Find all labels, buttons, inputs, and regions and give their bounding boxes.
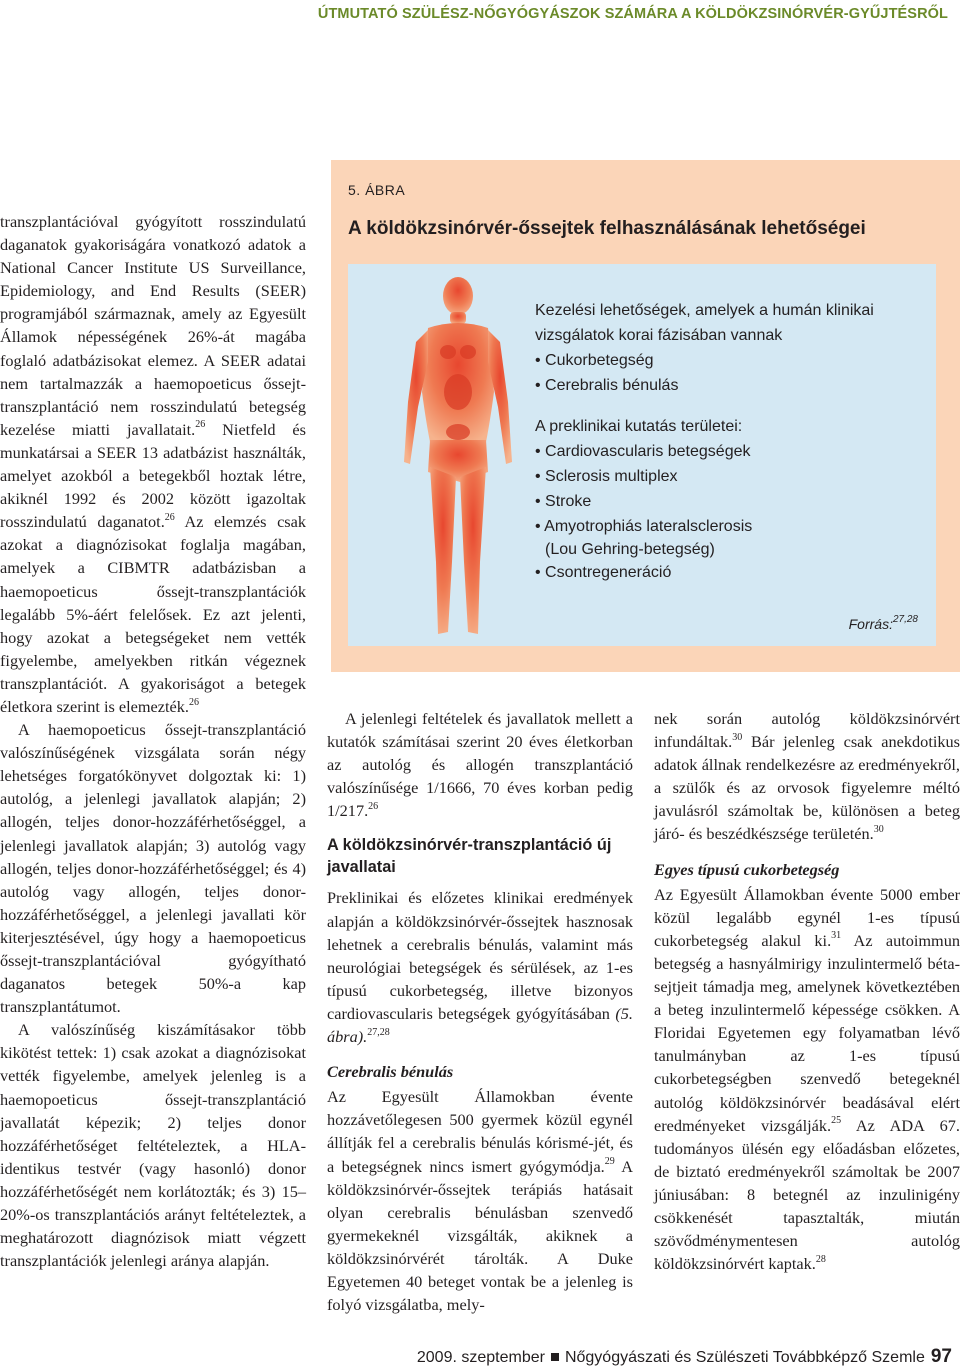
preclinical-item: • Stroke — [535, 493, 592, 510]
clinical-item: • Cerebralis bénulás — [535, 377, 679, 394]
paragraph: A jelenlegi feltételek és javallatok mellett a kutatók számításai szerint 20 éves életkorban az autológ és allogén transzplantáció valószínűsége 1/1666, 70 éves korban pedig 1/217.26 — [327, 709, 633, 821]
paragraph: A haemopoeticus őssejt-transzplantáció valószínűségének vizsgálata során négy lehetséges forgatókönyvet dolgoztak ki: 1) autológ, a jelenlegi javallatok alapján; 2) allogén, teljes donor-hozzáférhetőséggel, a jelenlegi javallatok alapján; 3) autológ vagy allogén, teljes donor-hozzáférhetőséggel; és 4) autológ vagy allogén, teljes donor-hozzáférhetőséggel, a jelenlegi javallati kör kiterjesztésével, úgy hogy a haemopoeticus őssejt-transzplantációval gyógyítható daganatos betegek 50%-a kap transzplantátumot. — [0, 720, 306, 1017]
figure-title: A köldökzsinórvér-őssejtek felhasználásának lehetőségei — [348, 218, 866, 239]
reference: 26 — [368, 800, 379, 812]
reference: 31 — [831, 930, 842, 942]
paragraph: nek során autológ köldökzsinórvért infundáltak.$^{30}$ Bár jelenleg csak anekdotikus adatok állnak rendelkezésre az eredményekről, a szülők és az orvosok figyelemre méltó javulásról számoltak be, különösen a beteg járó- és beszédkészsége területén.$^{30}$ — [654, 709, 960, 844]
paragraph: Preklinikai és előzetes klinikai eredmények alapján a köldökzsinórvér-őssejtek hasznosak lehetnek a cerebralis bénulás, valamint más neurológiai betegségek és sérülések, az 1-es típusú cukorbetegség, illetve bizonyos cardiovascularis betegségek gyógyításában (5. ábra).$^{27,28}$ — [327, 888, 633, 1047]
reference: 30 — [873, 824, 884, 836]
figure-text — [535, 298, 927, 585]
figure-label: 5. ÁBRA — [348, 182, 406, 198]
column-3 — [654, 707, 960, 1275]
preclinical-item: • Csontregeneráció — [535, 564, 672, 581]
running-head: ÚTMUTATÓ SZÜLÉSZ-NŐGYÓGYÁSZOK SZÁMÁRA A KÖLDÖKZSINÓRVÉR-GYŰJTÉSRŐL — [317, 6, 948, 22]
reference: 27,28 — [367, 1026, 390, 1038]
reference: 29 — [604, 1156, 615, 1168]
figure-reference: (5. ábra). — [327, 1003, 633, 1047]
section-heading: Cerebralis bénulás — [327, 1062, 454, 1082]
reference: 27,28 — [892, 614, 918, 626]
page-number: 97 — [930, 1346, 952, 1367]
preclinical-item: • Cardiovascularis betegségek — [535, 443, 751, 460]
footer — [417, 1346, 952, 1368]
square-separator-icon — [551, 1353, 559, 1361]
figure-5 — [331, 160, 960, 672]
footer-date: 2009. szeptember — [416, 1349, 545, 1366]
preclinical-item: • Amyotrophiás lateralsclerosis — [535, 518, 753, 535]
paragraph: transzplantációval gyógyított rosszindulatú daganatok gyakoriságára vonatkozó adatok a National Cancer Institute US Surveillance, Epidemiology, and End Results (SEER) programjából származnak, amely az Egyesült Államok népességének 26%-át magába foglaló adatbázisokat elemez. A SEER adatai nem tartalmazzák a haemopoeticus őssejt-transzplantáció nem rosszindulatú betegség kezelése miatti javallatait.$^{26}$ Nietfeld és munkatársai a SEER 13 adatbázist használták, amelyet azokból a betegekből hoztak létre, akiknél 1992 és 2002 között igazoltak rosszindulatú daganatot.$^{26}$ Az elemzés csak azokat a diagnózisokat foglalja magában, amelyek a CIBMTR adatbázisban a haemopoeticus őssejt-transzplantációk legalább 5%-áért felelősek. Ez azt jelenti, hogy azokat a betegségeket nem vették figyelembe, amelyekben ritkán végeznek transzplantációt. A gyakoriságot a betegek életkora szerint is elemezték.$^{26}$ — [0, 212, 307, 716]
clinical-item: • Cukorbetegség — [535, 352, 654, 369]
paragraph: A valószínűség kiszámításakor több kikötést tettek: 1) csak azokat a diagnózisokat vették figyelembe, amelyek jelenleg is a haemopoeticus őssejt-transzplantáció javallatát képezik; 2) teljes donor hozzáférhetőséget feltételeztek, a HLA-identikus testvér (vagy hasonló) donor hozzáférhetőségét nem korlátozták; és 3) 15–20%-os transzplantációs arányt feltételeztek, a meghatározott diagnózisok miatt végzett transzplantációk jelenlegi aránya alapján. — [0, 1020, 306, 1271]
section-heading: Egyes típusú cukorbetegség — [654, 859, 840, 879]
reference: 25 — [831, 1115, 842, 1127]
preclinical-item-sub: (Lou Gehring-betegség) — [545, 541, 715, 558]
paragraph: Az Egyesült Államokban évente hozzávetőlegesen 500 gyermek közül egynél állítják fel a cerebralis bénulás kórismé-jét, és a betegségnek nincs ismert gyógymódja.$^{29}$ A köldökzsinórvér-őssejtek terápiás hatásait olyan cerebralis bénulásban szenvedő gyermekeknél vizsgálták, akiknek a köldökzsinórvérét tárolták. A Duke Egyetemen 40 beteget vontak be a jelenleg is folyó vizsgálatba, mely- — [327, 1087, 633, 1315]
preclinical-item: • Sclerosis multiplex — [535, 468, 678, 485]
section-heading: A köldökzsinórvér-transzplantáció új javallatai — [327, 836, 612, 877]
column-2 — [327, 707, 633, 1316]
footer-journal: Nőgyógyászati és Szülészeti Továbbképző Szemle — [564, 1349, 925, 1366]
reference: 28 — [815, 1253, 826, 1265]
paragraph: Az Egyesült Államokban évente 5000 ember közül legalább egynél 1-es típusú cukorbetegség alakul ki.$^{31}$ Az autoimmun betegség a hasnyálmirigy inzulintermelő béta-sejtjeit támadja meg, amelynek következtében a beteg inzulintermelő képessége csökken. A Floridai Egyetemen egy folyamatban lévő tanulmányban az 1-es típusú cukorbetegségben szenvedő betegeknél autológ köldökzsinórvér beadásával elért eredményeket vizsgálják.$^{25}$ Az ADA 67. tudományos ülésén egy előadásban előzetes, de biztató eredményekről számoltak be 2007 júniusában: 8 betegnél az inzulinigény csökkenését tapasztalták, miután szövődménymentesen autológ köldökzsinórvért kaptak.$^{28}$ — [654, 884, 960, 1274]
reference: 26 — [195, 419, 206, 431]
reference: 26 — [164, 511, 175, 523]
figure-source: Forrás:$^{27,28}$ — [848, 614, 918, 632]
figure-panel — [348, 264, 936, 646]
column-1 — [0, 210, 306, 1272]
reference: 30 — [732, 731, 743, 743]
clinical-intro: Kezelési lehetőségek, amelyek a humán klinikai vizsgálatok korai fázisában vannak — [535, 302, 874, 344]
preclinical-intro: A preklinikai kutatás területei: — [535, 418, 743, 435]
reference: 26 — [188, 696, 199, 708]
human-body-illustration — [388, 272, 528, 642]
